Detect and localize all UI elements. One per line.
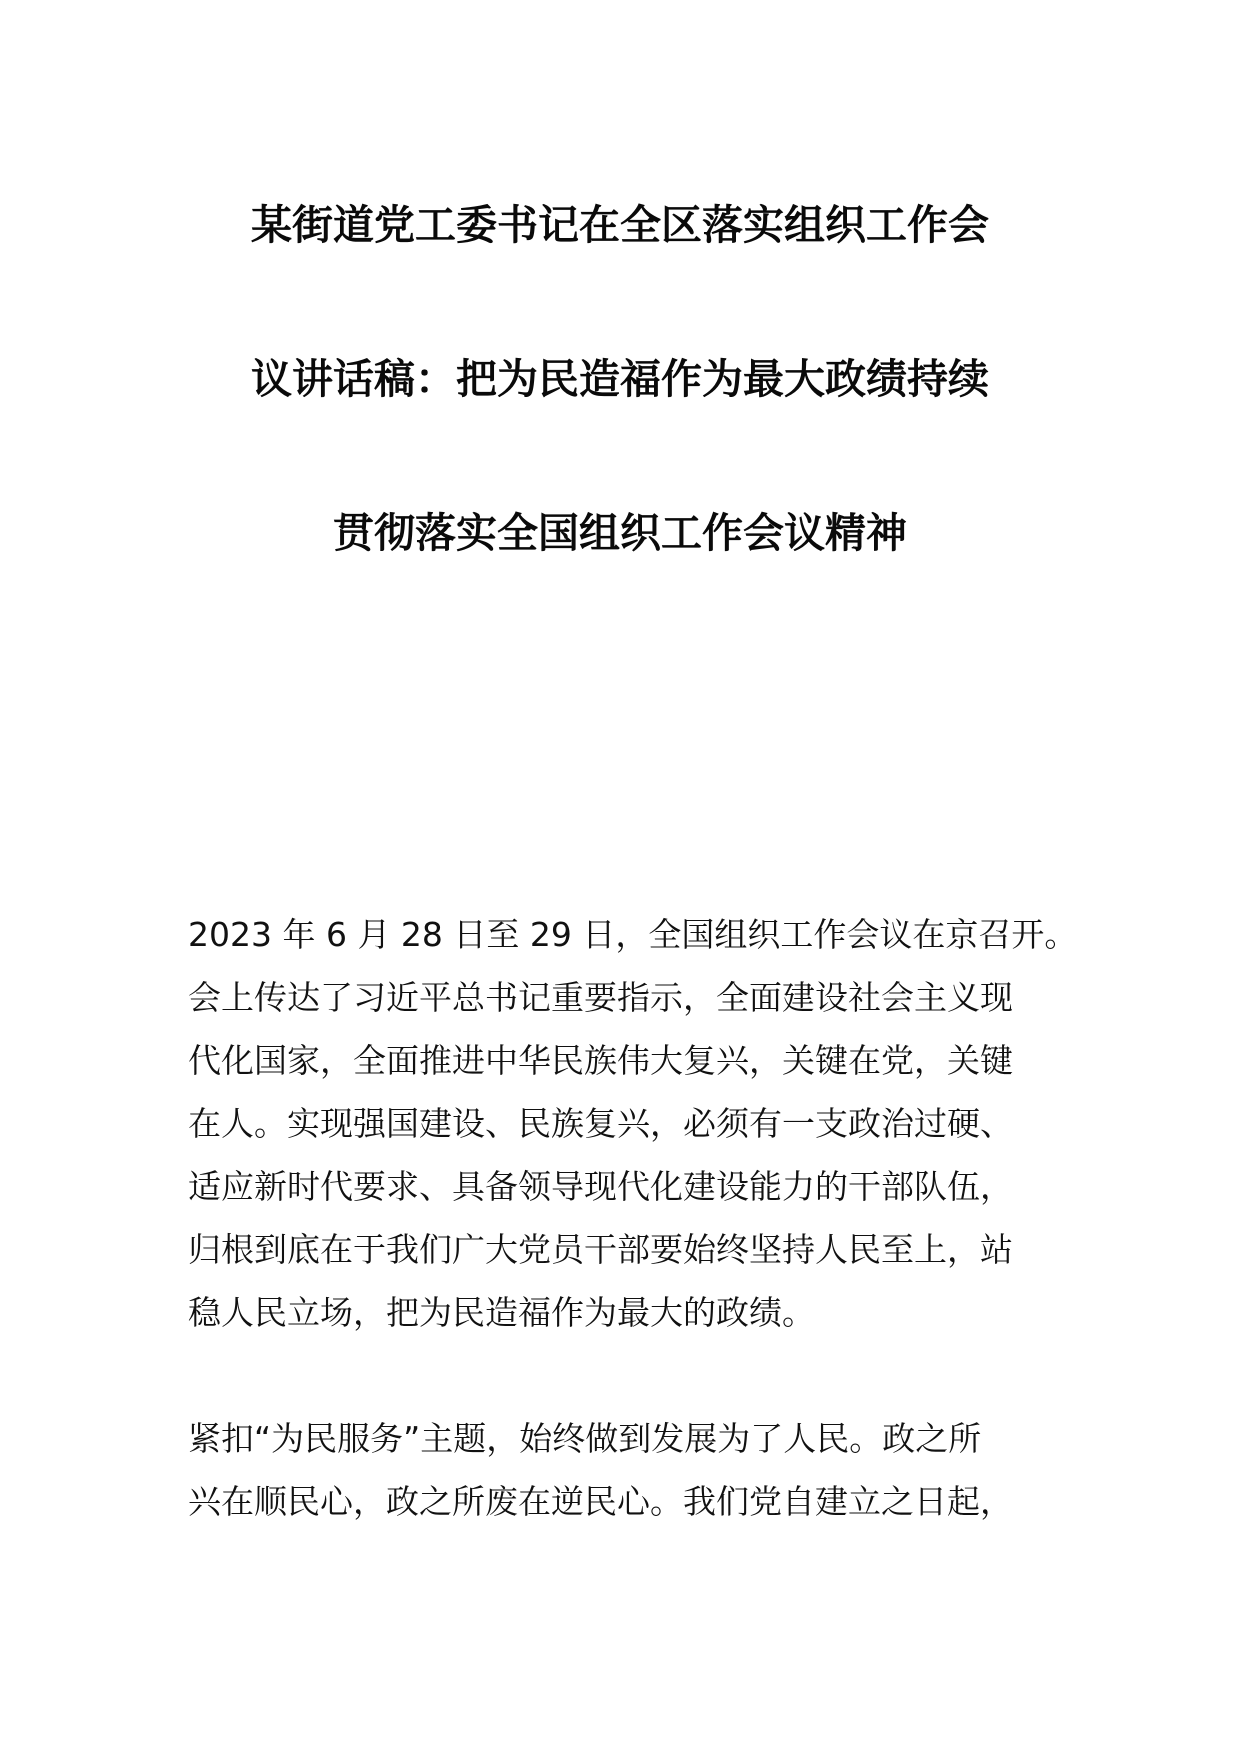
text-line: 会上传达了习近平总书记重要指示，全面建设社会主义现	[188, 978, 1013, 1017]
text-line: 在人。实现强国建设、民族复兴，必须有一支政治过硬、	[188, 1104, 1013, 1143]
text-line: 稳人民立场，把为民造福作为最大的政绩。	[188, 1293, 815, 1332]
text-line: 代化国家，全面推进中华民族伟大复兴，关键在党，关键	[188, 1041, 1013, 1080]
title-line: 某街道党工委书记在全区落实组织工作会	[251, 201, 989, 249]
document-body	[188, 903, 1078, 1533]
document-title	[180, 200, 1060, 662]
paragraph	[188, 1407, 1048, 1533]
text-line: 紧扣“为民服务”主题，始终做到发展为了人民。政之所	[188, 1419, 982, 1458]
text-line: 2023 年 6 月 28 日至 29 日，全国组织工作会议在京召开。	[188, 915, 1078, 954]
text-line: 兴在顺民心，政之所废在逆民心。我们党自建立之日起，	[188, 1482, 1013, 1521]
text-line: 归根到底在于我们广大党员干部要始终坚持人民至上，站	[188, 1230, 1013, 1269]
title-line: 贯彻落实全国组织工作会议精神	[333, 509, 907, 557]
title-line: 议讲话稿：把为民造福作为最大政绩持续	[251, 355, 989, 403]
text-line: 适应新时代要求、具备领导现代化建设能力的干部队伍，	[188, 1167, 1013, 1206]
paragraph	[188, 903, 1078, 1344]
